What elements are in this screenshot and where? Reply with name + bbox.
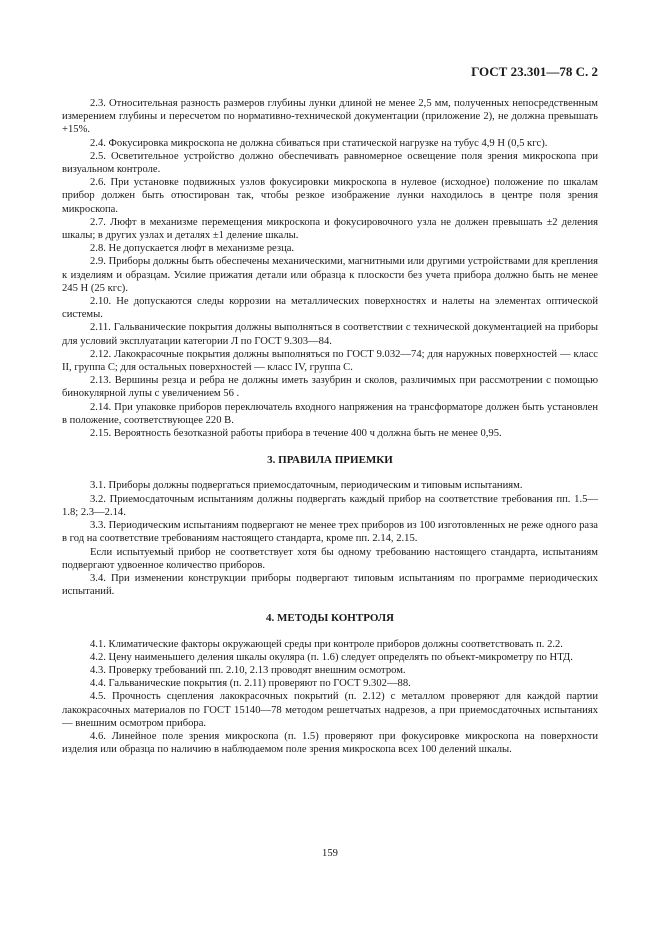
paragraph: 3.3. Периодическим испытаниям подвергают не менее трех приборов из 100 изготовленных не реже одного раза в год на соответствие требованиям настоящего стандарта, кроме пп. 2.14, 2.15. [62,520,598,545]
paragraph: Если испытуемый прибор не соответствует хотя бы одному требованию настоящего стандарта, испытаниям подвергают удвоенное количество приборов. [62,546,598,571]
paragraph: 4.1. Климатические факторы окружающей среды при контроле приборов должны соответствовать п. 2.2. [90,638,563,650]
paragraph: 2.8. Не допускается люфт в механизме резца. [90,243,295,255]
paragraph: 2.10. Не допускаются следы коррозии на металлических поверхностях и налеты на элементах оптической системы. [62,296,598,321]
paragraph: 2.3. Относительная разность размеров глубины лунки длиной не менее 2,5 мм, полученных непосредственным измерением глубины и пересчетом по нормативно-технической документации (приложение 2), не должна превышать +15%. [62,98,598,136]
paragraph: 2.14. При упаковке приборов переключатель входного напряжения на трансформаторе должен быть установлен в положение, соответствующее 220 В. [62,401,598,426]
paragraph: 3.4. При изменении конструкции приборы подвергают типовым испытаниям по программе периодических испытаний. [62,572,598,598]
page-header: ГОСТ 23.301—78 С. 2 [471,64,598,79]
paragraph: 4.2. Цену наименьшего деления шкалы окуляра (п. 1.6) следует определять по объект-микрометру по НТД. [90,651,573,663]
page-number: 159 [322,848,338,859]
paragraph: 2.15. Вероятность безотказной работы прибора в течение 400 ч должна быть не менее 0,95. [90,428,502,440]
paragraph: 3.2. Приемосдаточным испытаниям должны подвергать каждый прибор на соответствие требования пп. 1.5—1.8; 2.3—2.14. [62,493,598,518]
paragraph: 4.4. Гальванические покрытия (п. 2.11) проверяют по ГОСТ 9.302—88. [90,678,411,690]
paragraph: 4.3. Проверку требований пп. 2.10, 2.13 проводят внешним осмотром. [90,664,406,676]
paragraph: 3.1. Приборы должны подвергаться приемосдаточным, периодическим и типовым испытаниям. [90,480,523,492]
paragraph: 2.7. Люфт в механизме перемещения микроскопа и фокусировочного узла не должен превышать ±2 деления шкалы; в других узлах и деталях ±1 деление шкалы. [62,216,598,242]
section-heading: 3. ПРАВИЛА ПРИЕМКИ [267,454,393,467]
paragraph: 2.13. Вершины резца и ребра не должны иметь зазубрин и сколов, различимых при рассмотрении с помощью бинокулярной лупы с увеличением 56 . [62,375,598,400]
paragraph: 4.5. Прочность сцепления лакокрасочных покрытий (п. 2.12) с металлом проверяют для каждой партии лакокрасочных материалов по ГОСТ 15140—78 методом решетчатых надрезов, а при приемосдаточных испытаниях — внешним осмотром прибора. [62,691,598,729]
paragraph: 4.6. Линейное поле зрения микроскопа (п. 1.5) проверяют при фокусировке микроскопа на поверхности изделия или образца по наличию в наблюдаемом поле зрения микроскопа всех 100 делений шкалы. [62,730,598,756]
paragraph: 2.6. При установке подвижных узлов фокусировки микроскопа в нулевое (исходное) положение по шкалам прибор должен быть отюстирован так, чтобы резкое изображение лунки находилось в центре поля зрения микроскопа. [62,177,598,215]
section-heading: 4. МЕТОДЫ КОНТРОЛЯ [266,612,394,625]
paragraph: 2.12. Лакокрасочные покрытия должны выполняться по ГОСТ 9.032—74; для наружных поверхностей — класс II, группа С; для остальных поверхностей — класс IV, группа С. [62,348,598,374]
document-body [62,97,598,756]
document-page [62,0,598,936]
paragraph: 2.9. Приборы должны быть обеспечены механическими, магнитными или другими устройствами для крепления к изделиям и образцам. Усилие прижатия детали или образца к плоскости без учета прибора должно быть не менее 245 Н (25 кгс). [62,256,598,294]
paragraph: 2.4. Фокусировка микроскопа не должна сбиваться при статической нагрузке на тубус 4,9 Н (0,5 кгс). [90,137,548,149]
paragraph: 2.11. Гальванические покрытия должны выполняться в соответствии с технической документацией на приборы для условий эксплуатации категории Л по ГОСТ 9.303—84. [62,322,598,347]
paragraph: 2.5. Осветительное устройство должно обеспечивать равномерное освещение поля зрения микроскопа при визуальном контроле. [62,150,598,176]
